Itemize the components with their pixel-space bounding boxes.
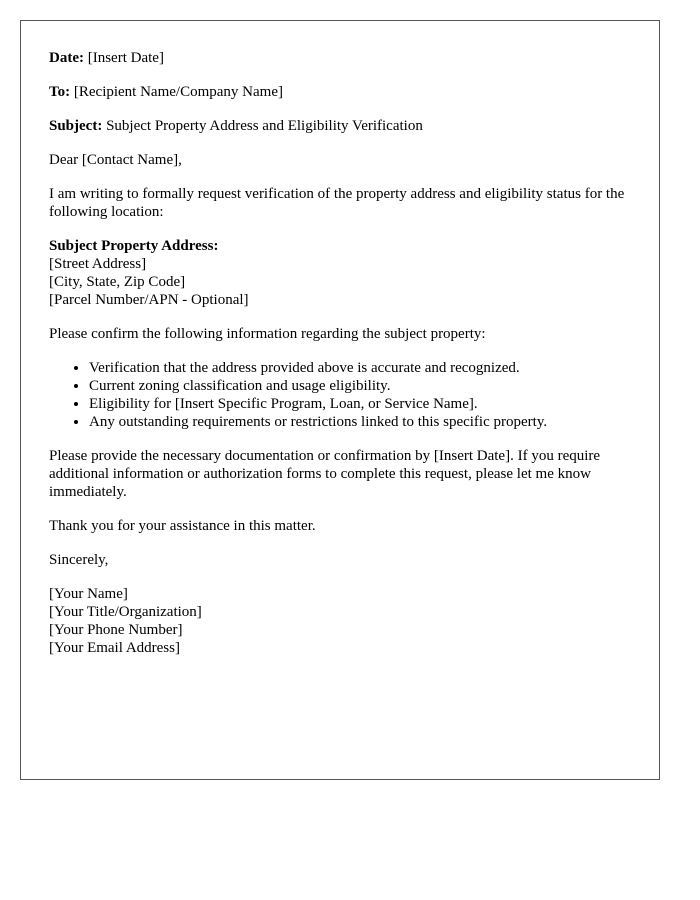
signature-title: [Your Title/Organization] xyxy=(49,604,202,620)
address-line-city: [City, State, Zip Code] xyxy=(49,274,186,290)
list-item: • Any outstanding requirements or restrictions linked to this specific property. xyxy=(89,413,631,431)
signature-phone: [Your Phone Number] xyxy=(49,622,183,638)
list-item: • Eligibility for [Insert Specific Program, Loan, or Service Name]. xyxy=(89,395,631,413)
date-value: [Insert Date] xyxy=(87,50,164,66)
address-line-street: [Street Address] xyxy=(49,256,147,272)
signature-block xyxy=(49,585,631,657)
closing: Sincerely, xyxy=(49,552,109,568)
to-label: To: xyxy=(49,84,71,100)
signature-email: [Your Email Address] xyxy=(49,640,180,656)
greeting: Dear [Contact Name], xyxy=(49,152,182,168)
subject-line xyxy=(49,117,631,135)
subject-label: Subject: xyxy=(49,118,103,134)
date-line xyxy=(49,49,631,67)
list-item: • Verification that the address provided above is accurate and recognized. xyxy=(89,359,631,377)
confirmation-list xyxy=(49,359,631,431)
to-value: [Recipient Name/Company Name] xyxy=(73,84,283,100)
to-line xyxy=(49,83,631,101)
request-paragraph: Please provide the necessary documentation or confirmation by [Insert Date]. If you require additional information or authorization forms to complete this request, please let me know immediately. xyxy=(49,448,601,500)
date-label: Date: xyxy=(49,50,84,66)
address-line-parcel: [Parcel Number/APN - Optional] xyxy=(49,292,249,308)
intro-paragraph: I am writing to formally request verification of the property address and eligibility status for the following location: xyxy=(49,186,625,220)
thanks-paragraph: Thank you for your assistance in this matter. xyxy=(49,518,316,534)
signature-name: [Your Name] xyxy=(49,586,128,602)
confirm-intro: Please confirm the following information regarding the subject property: xyxy=(49,326,486,342)
address-block xyxy=(49,237,631,309)
list-item: • Current zoning classification and usage eligibility. xyxy=(89,377,631,395)
subject-value: Subject Property Address and Eligibility Verification xyxy=(106,118,423,134)
address-heading: Subject Property Address: xyxy=(49,238,219,254)
letter-page xyxy=(20,20,660,780)
